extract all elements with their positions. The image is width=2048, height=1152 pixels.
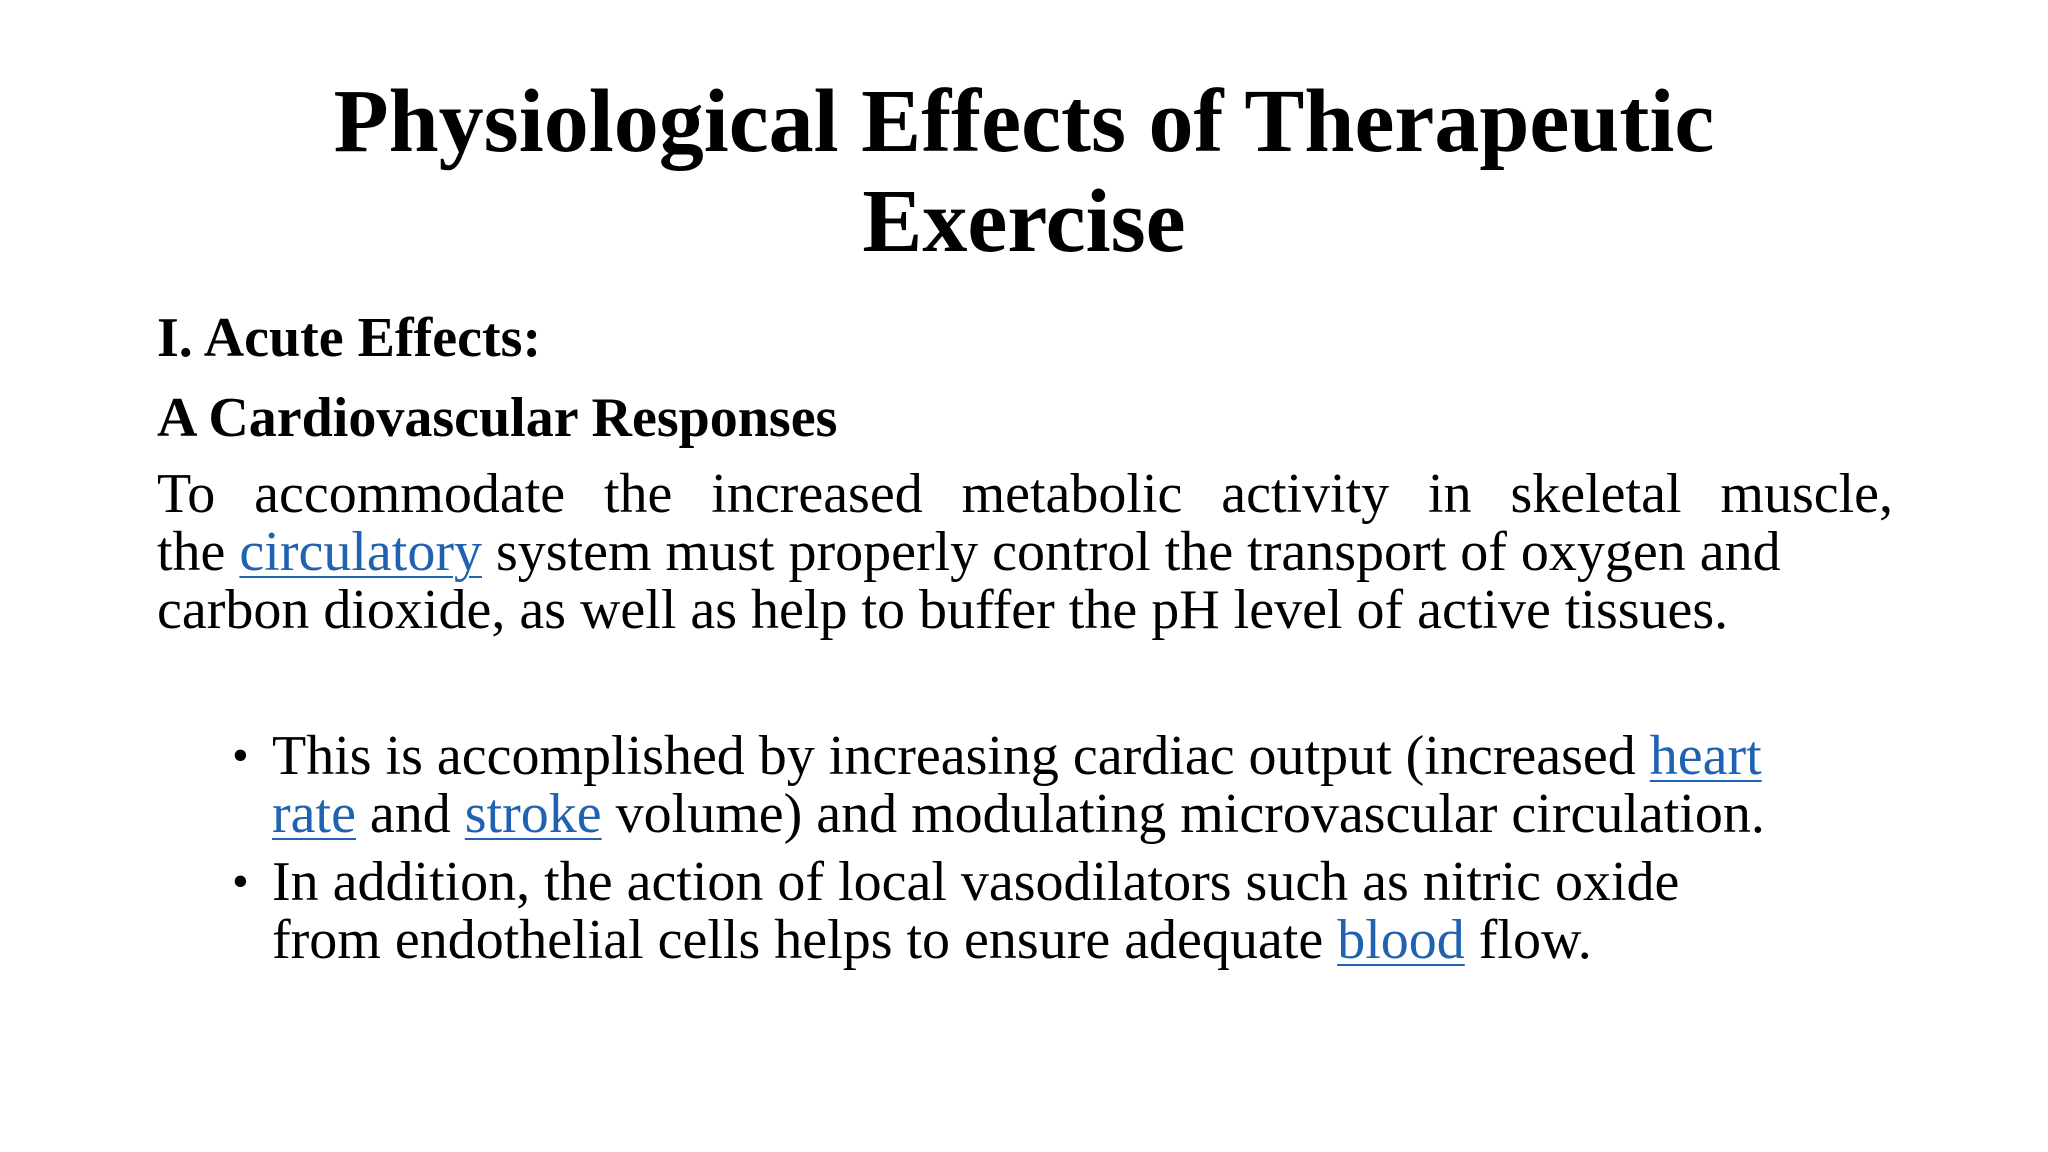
rate-link[interactable]: rate [272, 783, 356, 845]
paragraph-line-1: To accommodate the increased metabolic activity in skeletal muscle, [157, 463, 1893, 525]
bullet-line [272, 727, 1892, 785]
paragraph-text: the [157, 521, 240, 583]
bullet-text: and [355, 783, 465, 845]
bullet-line [272, 785, 1892, 843]
bullet-text: This is accomplished by increasing cardiac output (increased [272, 725, 1650, 787]
body-paragraph [157, 465, 1893, 639]
paragraph-text: system must properly control the transport of oxygen and [481, 521, 1781, 583]
bullet-text: from endothelial cells helps to ensure adequate [272, 909, 1338, 971]
blood-link[interactable]: blood [1337, 909, 1465, 971]
bullet-text: flow. [1464, 909, 1592, 971]
stroke-link[interactable]: stroke [464, 783, 602, 845]
heart-link[interactable]: heart [1649, 725, 1762, 787]
paragraph-line-3: carbon dioxide, as well as help to buffer the pH level of active tissues. [157, 579, 1729, 641]
slide-title: Physiological Effects of Therapeutic Exercise [333, 72, 1715, 271]
paragraph-line-2 [157, 523, 1893, 581]
bullet-icon: • [232, 729, 249, 782]
subsection-heading: A Cardiovascular Responses [157, 387, 838, 449]
bullet-text: volume) and modulating microvascular circulation. [601, 783, 1765, 845]
bullet-line [272, 911, 1892, 969]
bullet-icon: • [232, 855, 249, 908]
list-item [232, 727, 1892, 843]
bullet-list [232, 727, 1892, 979]
bullet-line: In addition, the action of local vasodilators such as nitric oxide [272, 851, 1680, 913]
circulatory-link[interactable]: circulatory [239, 521, 482, 583]
list-item [232, 853, 1892, 969]
section-heading: I. Acute Effects: [157, 307, 542, 369]
